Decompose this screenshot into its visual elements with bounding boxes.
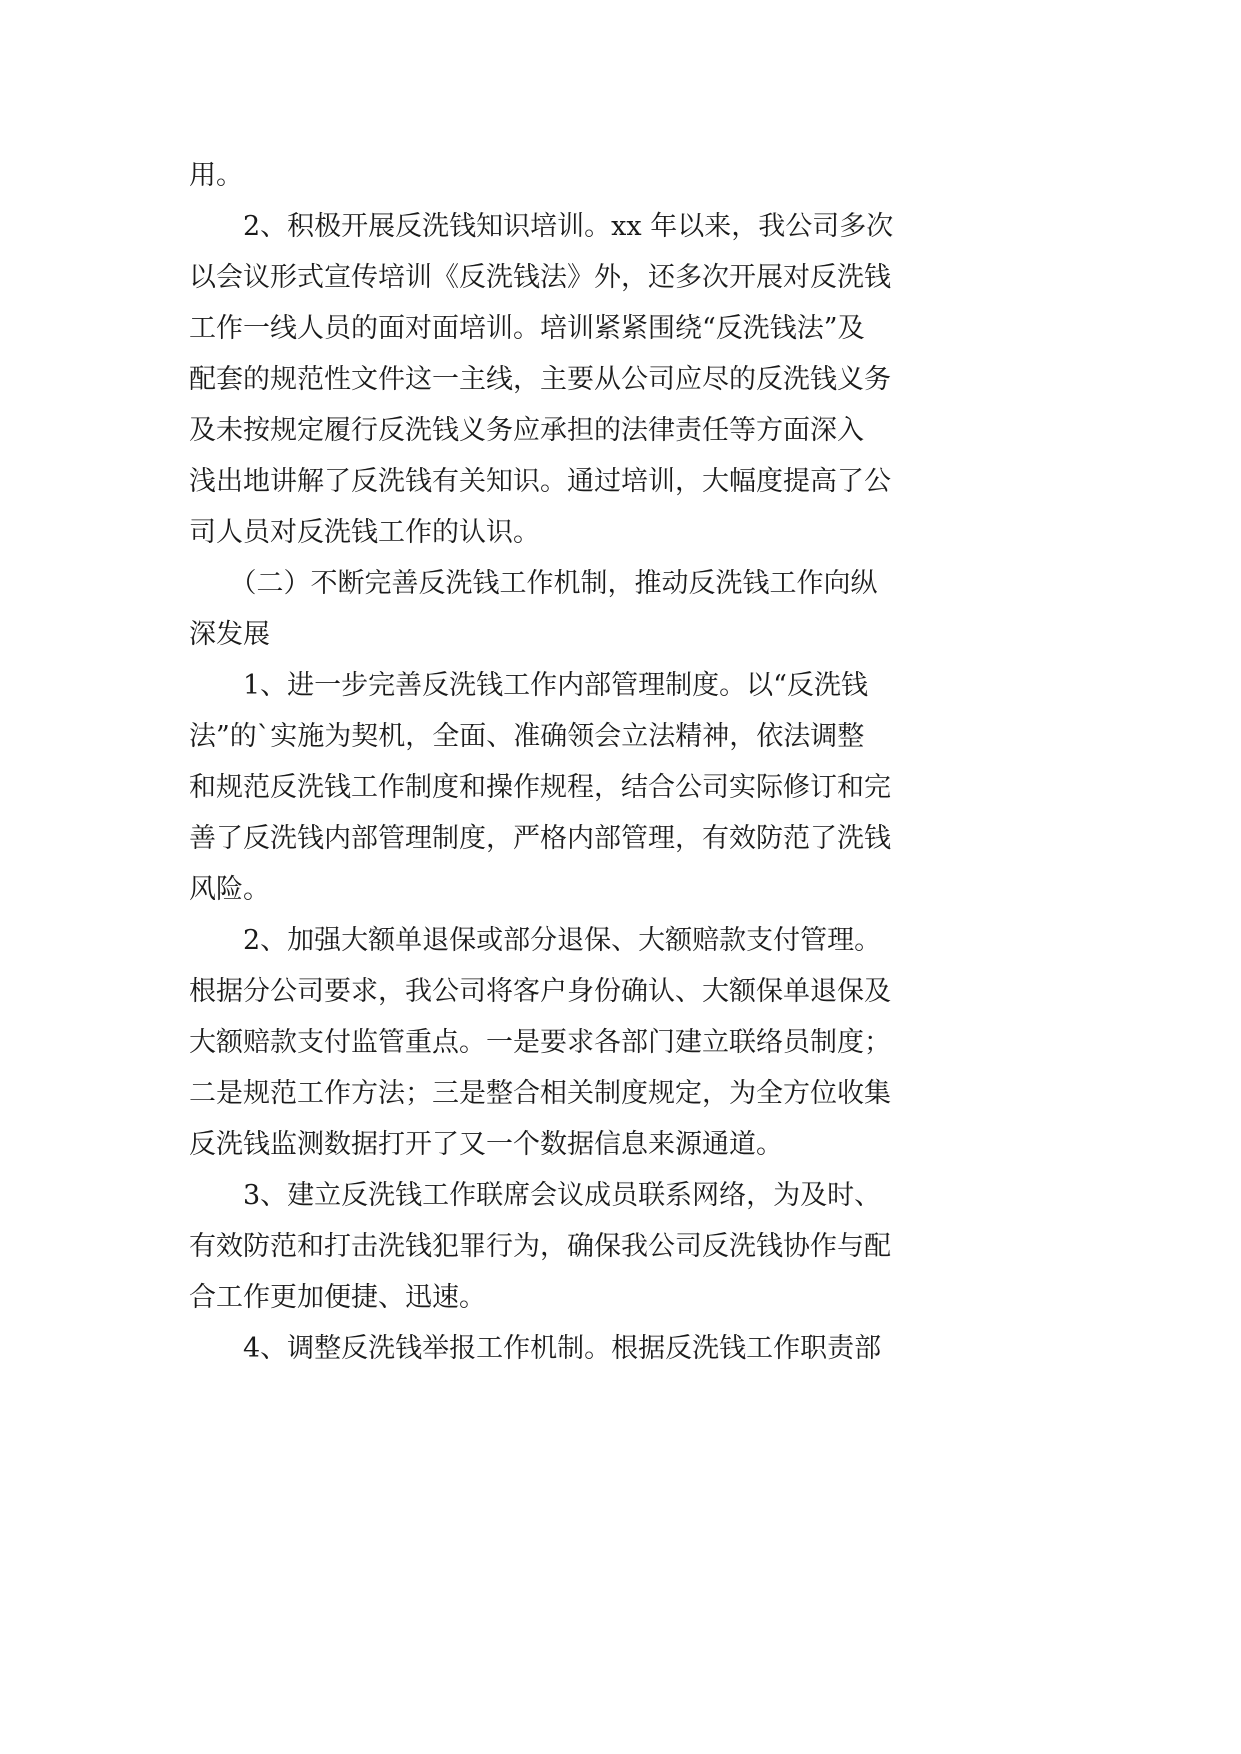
text-line: 浅出地讲解了反洗钱有关知识。通过培训，大幅度提高了公 <box>189 466 891 497</box>
text-line: 和规范反洗钱工作制度和操作规程，结合公司实际修订和完 <box>189 772 891 803</box>
text-line: 风险。 <box>189 874 270 905</box>
text-line: 2、积极开展反洗钱知识培训。xx 年以来，我公司多次 <box>189 211 894 242</box>
text-line: 反洗钱监测数据打开了又一个数据信息来源通道。 <box>189 1129 783 1160</box>
text-line: 工作一线人员的面对面培训。培训紧紧围绕“反洗钱法”及 <box>189 313 865 344</box>
text-line: 2、加强大额单退保或部分退保、大额赔款支付管理。 <box>189 925 882 956</box>
text-line: 二是规范工作方法；三是整合相关制度规定，为全方位收集 <box>189 1078 891 1109</box>
text-line: 司人员对反洗钱工作的认识。 <box>189 517 540 548</box>
text-line: 根据分公司要求，我公司将客户身份确认、大额保单退保及 <box>189 976 891 1007</box>
text-line: 及未按规定履行反洗钱义务应承担的法律责任等方面深入 <box>189 415 864 446</box>
text-line: 4、调整反洗钱举报工作机制。根据反洗钱工作职责部 <box>189 1333 882 1364</box>
section-heading-line: （二）不断完善反洗钱工作机制，推动反洗钱工作向纵 <box>189 568 878 599</box>
text-line: 大额赔款支付监管重点。一是要求各部门建立联络员制度； <box>189 1027 891 1058</box>
text-line: 用。 <box>189 160 243 191</box>
text-line: 3、建立反洗钱工作联席会议成员联系网络，为及时、 <box>189 1180 882 1211</box>
text-line: 以会议形式宣传培训《反洗钱法》外，还多次开展对反洗钱 <box>189 262 891 293</box>
text-line: 合工作更加便捷、迅速。 <box>189 1282 486 1313</box>
text-line: 善了反洗钱内部管理制度，严格内部管理，有效防范了洗钱 <box>189 823 891 854</box>
text-line: 有效防范和打击洗钱犯罪行为，确保我公司反洗钱协作与配 <box>189 1231 891 1262</box>
section-heading-line: 深发展 <box>189 619 270 650</box>
text-line: 配套的规范性文件这一主线，主要从公司应尽的反洗钱义务 <box>189 364 891 395</box>
text-line: 法”的`实施为契机，全面、准确领会立法精神，依法调整 <box>189 721 865 752</box>
text-line: 1、进一步完善反洗钱工作内部管理制度。以“反洗钱 <box>189 670 868 701</box>
